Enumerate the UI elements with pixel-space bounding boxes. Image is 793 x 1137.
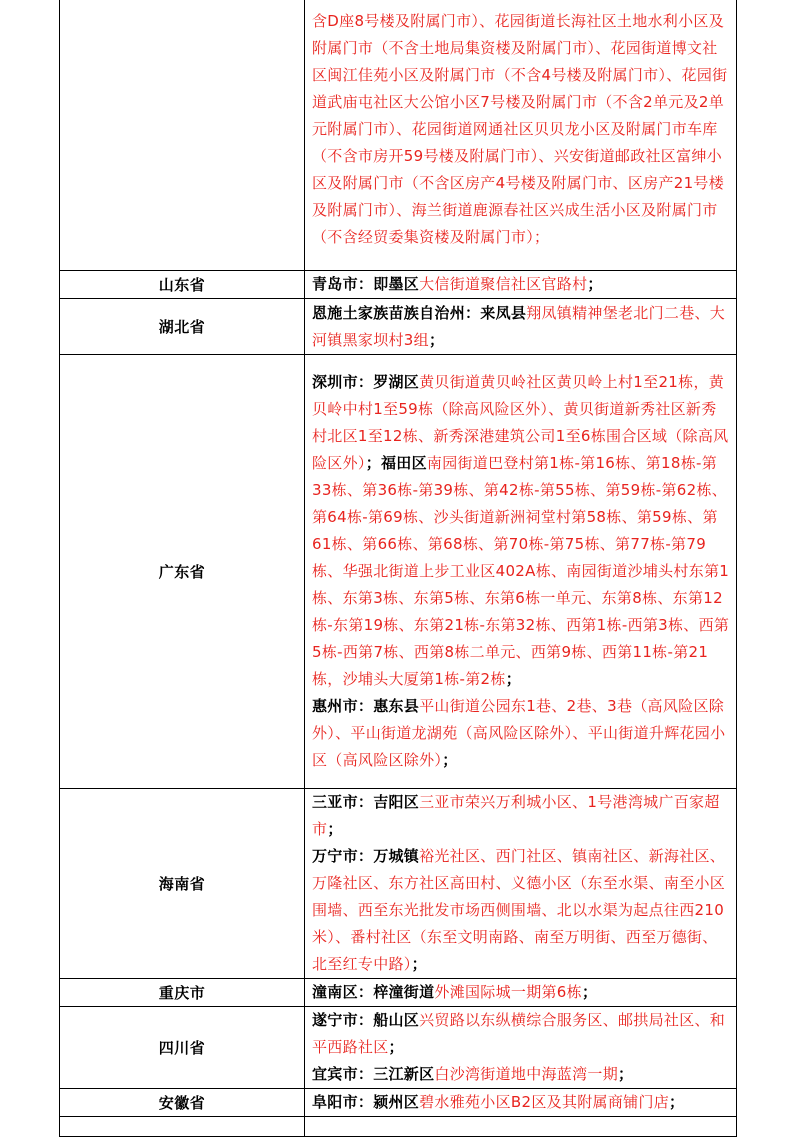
risk-area-text: 裕光社区、西门社区、镇南社区、新海社区、万隆社区、东方社区高田村、义德小区（东至水渠、南至小区围墙、西至东光批发市场西侧围墙、北以水渠为起点往西210米）、番村社区（东至文明南路、南至万明街、西至万德街、北至红专中路） (312, 847, 726, 973)
city-entry (312, 1007, 730, 1061)
risk-area-text: 白沙湾街道地中海蓝湾一期 (434, 1065, 619, 1083)
region-label: ；福田区 (365, 454, 427, 472)
region-label: ； (442, 751, 458, 769)
city-entry (312, 300, 730, 354)
risk-area-text: 南园街道巴登村第1栋-第16栋、第18栋-第33栋、第36栋-第39栋、第42栋-第55栋、第59栋-第62栋、第64栋-第69栋、沙头街道新洲祠堂村第58栋、第59栋、第61栋、第66栋、第68栋、第70栋-第75栋、第77栋-第79栋、华强北街道上步工业区402A栋、南园街道沙埔头村东第1栋、东第3栋、东第5栋、东第6栋一单元、东第8栋、东第12栋-东第19栋、东第21栋-东第32栋、西第1栋-西第3栋、西第5栋-西第7栋、西第8栋二单元、西第9栋、西第11栋-第21栋，沙埔头大厦第1栋-第2栋 (312, 454, 730, 688)
city-entry (312, 789, 730, 843)
table-row (60, 789, 737, 979)
risk-area-text: 黄贝街道黄贝岭社区黄贝岭上村1至21栋，黄贝岭中村1至59栋（除高风险区外）、黄贝街道新秀社区新秀村北区1至12栋、新秀深港建筑公司1至6栋围合区域（除高风险区外） (312, 373, 729, 472)
region-label: 青岛市：即墨区 (312, 275, 420, 293)
risk-area-text: 兴贸路以东纵横综合服务区、邮拱局社区、和平西路社区 (312, 1011, 726, 1056)
region-label: ； (327, 820, 343, 838)
city-entry (312, 843, 730, 978)
risk-area-text: 翔凤镇精神堡老北门二巷、大河镇黑家坝村3组 (312, 303, 726, 349)
table-row (60, 1007, 737, 1089)
province-cell: 山东省 (60, 271, 305, 299)
region-label: 潼南区：梓潼街道 (312, 983, 435, 1001)
table-row (60, 299, 737, 355)
risk-area-text: 大信街道聚信社区官路村 (419, 275, 588, 293)
region-label: 宜宾市：三江新区 (312, 1065, 435, 1083)
region-label: ； (669, 1093, 685, 1111)
province-cell: 安徽省 (60, 1089, 305, 1117)
region-label: ； (388, 1038, 404, 1056)
city-entry (312, 979, 730, 1006)
province-cell (60, 1117, 305, 1137)
province-cell: 四川省 (60, 1007, 305, 1089)
province-cell: 重庆市 (60, 979, 305, 1007)
area-list-cell (305, 271, 737, 299)
region-label: ； (618, 1065, 634, 1083)
table-row (60, 0, 737, 271)
risk-area-text: 含D座8号楼及附属门市）、花园街道长海社区土地水利小区及附属门市（不含土地局集资楼及附属门市）、花园街道博文社区闽江佳苑小区及附属门市（不含4号楼及附属门市）、花园街道武庙屯社区大公馆小区7号楼及附属门市（不含2单元及2单元附属门市）、花园街道网通社区贝贝龙小区及附属门市车库（不含市房开59号楼及附属门市）、兴安街道邮政社区富绅小区及附属门市（不含区房产4号楼及附属门市、区房产21号楼及附属门市）、海兰街道鹿源春社区兴成生活小区及附属门市（不含经贸委集资楼及附属门市）； (312, 12, 728, 246)
area-list-cell (305, 1007, 737, 1089)
area-list-cell (305, 0, 737, 271)
city-entry (312, 271, 730, 298)
region-label: 万宁市：万城镇 (312, 847, 420, 865)
table-row (60, 355, 737, 789)
city-entry (312, 1089, 730, 1116)
area-list-cell (305, 355, 737, 789)
risk-area-text: 碧水雅苑小区B2区及其附属商铺门店 (419, 1093, 670, 1111)
region-label: 阜阳市：颍州区 (312, 1093, 420, 1111)
medium-risk-area-table (59, 0, 737, 1137)
region-label: 深圳市：罗湖区 (312, 373, 420, 391)
table-row (60, 979, 737, 1007)
region-label: 三亚市：吉阳区 (312, 793, 420, 811)
region-label: ； (411, 955, 427, 973)
risk-area-text: 外滩国际城一期第6栋 (434, 983, 582, 1001)
region-label: ； (428, 330, 445, 349)
city-entry (312, 1061, 730, 1088)
risk-area-text: 平山街道公园东1巷、2巷、3巷（高风险区除外）、平山街道龙湖苑（高风险区除外）、平山街道升辉花园小区（高风险区除外） (312, 697, 726, 769)
table-row (60, 271, 737, 299)
province-cell: 湖北省 (60, 299, 305, 355)
region-label: ； (505, 670, 522, 688)
region-label: 遂宁市：船山区 (312, 1011, 420, 1029)
area-list-cell (305, 1089, 737, 1117)
table-row (60, 1089, 737, 1117)
region-label: ； (581, 983, 598, 1001)
table-body (60, 0, 737, 1137)
region-label: 恩施土家族苗族自治州：来凤县 (312, 303, 527, 322)
area-list-cell (305, 299, 737, 355)
table-row (60, 1117, 737, 1137)
region-label: ； (587, 275, 603, 293)
area-list-cell (305, 979, 737, 1007)
region-label: 惠州市：惠东县 (312, 697, 420, 715)
province-cell: 广东省 (60, 355, 305, 789)
city-entry (312, 369, 730, 693)
city-entry (312, 8, 730, 251)
city-entry (312, 693, 730, 774)
province-cell (60, 0, 305, 271)
province-cell: 海南省 (60, 789, 305, 979)
area-list-cell (305, 789, 737, 979)
risk-area-text: 三亚市荣兴万利城小区、1号港湾城广百家超市 (312, 793, 720, 838)
area-list-cell (305, 1117, 737, 1137)
